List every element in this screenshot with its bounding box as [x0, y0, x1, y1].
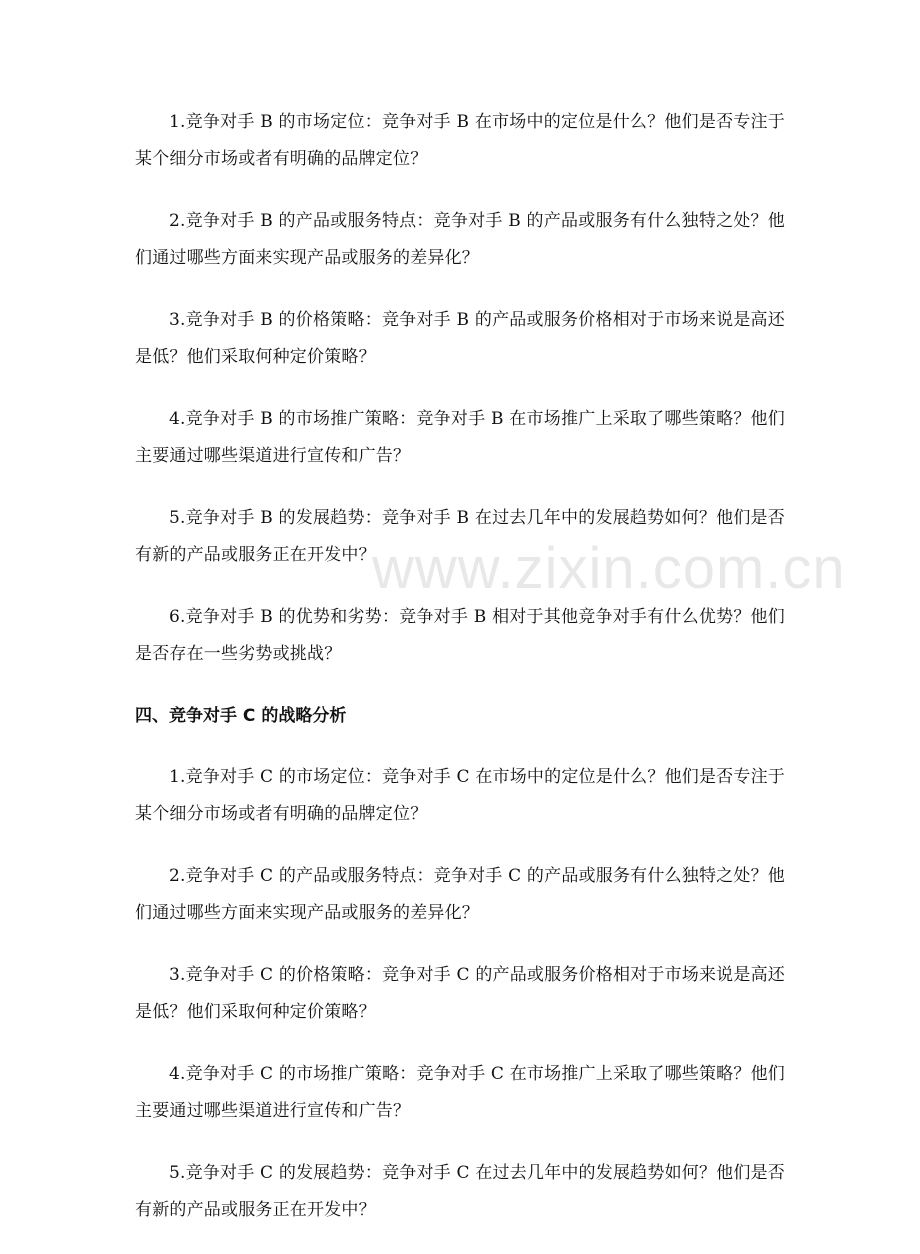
competitor-b-item-3: 3.竞争对手 B 的价格策略：竞争对手 B 的产品或服务价格相对于市场来说是高还是低？他们采取何种定价策略？: [135, 310, 785, 367]
competitor-c-item-3: 3.竞争对手 C 的价格策略：竞争对手 C 的产品或服务价格相对于市场来说是高还是低？他们采取何种定价策略？: [135, 965, 785, 1022]
competitor-c-item-5: 5.竞争对手 C 的发展趋势：竞争对手 C 在过去几年中的发展趋势如何？他们是否有新的产品或服务正在开发中？: [135, 1163, 785, 1220]
competitor-c-item-2: 2.竞争对手 C 的产品或服务特点：竞争对手 C 的产品或服务有什么独特之处？他们通过哪些方面来实现产品或服务的差异化？: [135, 866, 785, 923]
competitor-b-item-1: 1.竞争对手 B 的市场定位：竞争对手 B 在市场中的定位是什么？他们是否专注于某个细分市场或者有明确的品牌定位？: [135, 112, 785, 169]
competitor-b-item-5: 5.竞争对手 B 的发展趋势：竞争对手 B 在过去几年中的发展趋势如何？他们是否有新的产品或服务正在开发中？: [135, 508, 785, 565]
watermark: www.zixin.com.cn: [372, 536, 846, 601]
section-c-heading: 四、竞争对手 C 的战略分析: [135, 706, 347, 726]
competitor-b-item-4: 4.竞争对手 B 的市场推广策略：竞争对手 B 在市场推广上采取了哪些策略？他们主要通过哪些渠道进行宣传和广告？: [135, 409, 785, 466]
competitor-b-item-2: 2.竞争对手 B 的产品或服务特点：竞争对手 B 的产品或服务有什么独特之处？他们通过哪些方面来实现产品或服务的差异化？: [135, 211, 785, 268]
competitor-b-item-6: 6.竞争对手 B 的优势和劣势：竞争对手 B 相对于其他竞争对手有什么优势？他们是否存在一些劣势或挑战？: [135, 607, 785, 664]
competitor-c-item-4: 4.竞争对手 C 的市场推广策略：竞争对手 C 在市场推广上采取了哪些策略？他们主要通过哪些渠道进行宣传和广告？: [135, 1064, 785, 1121]
competitor-c-item-1: 1.竞争对手 C 的市场定位：竞争对手 C 在市场中的定位是什么？他们是否专注于某个细分市场或者有明确的品牌定位？: [135, 767, 785, 824]
document-body: [135, 104, 785, 1254]
